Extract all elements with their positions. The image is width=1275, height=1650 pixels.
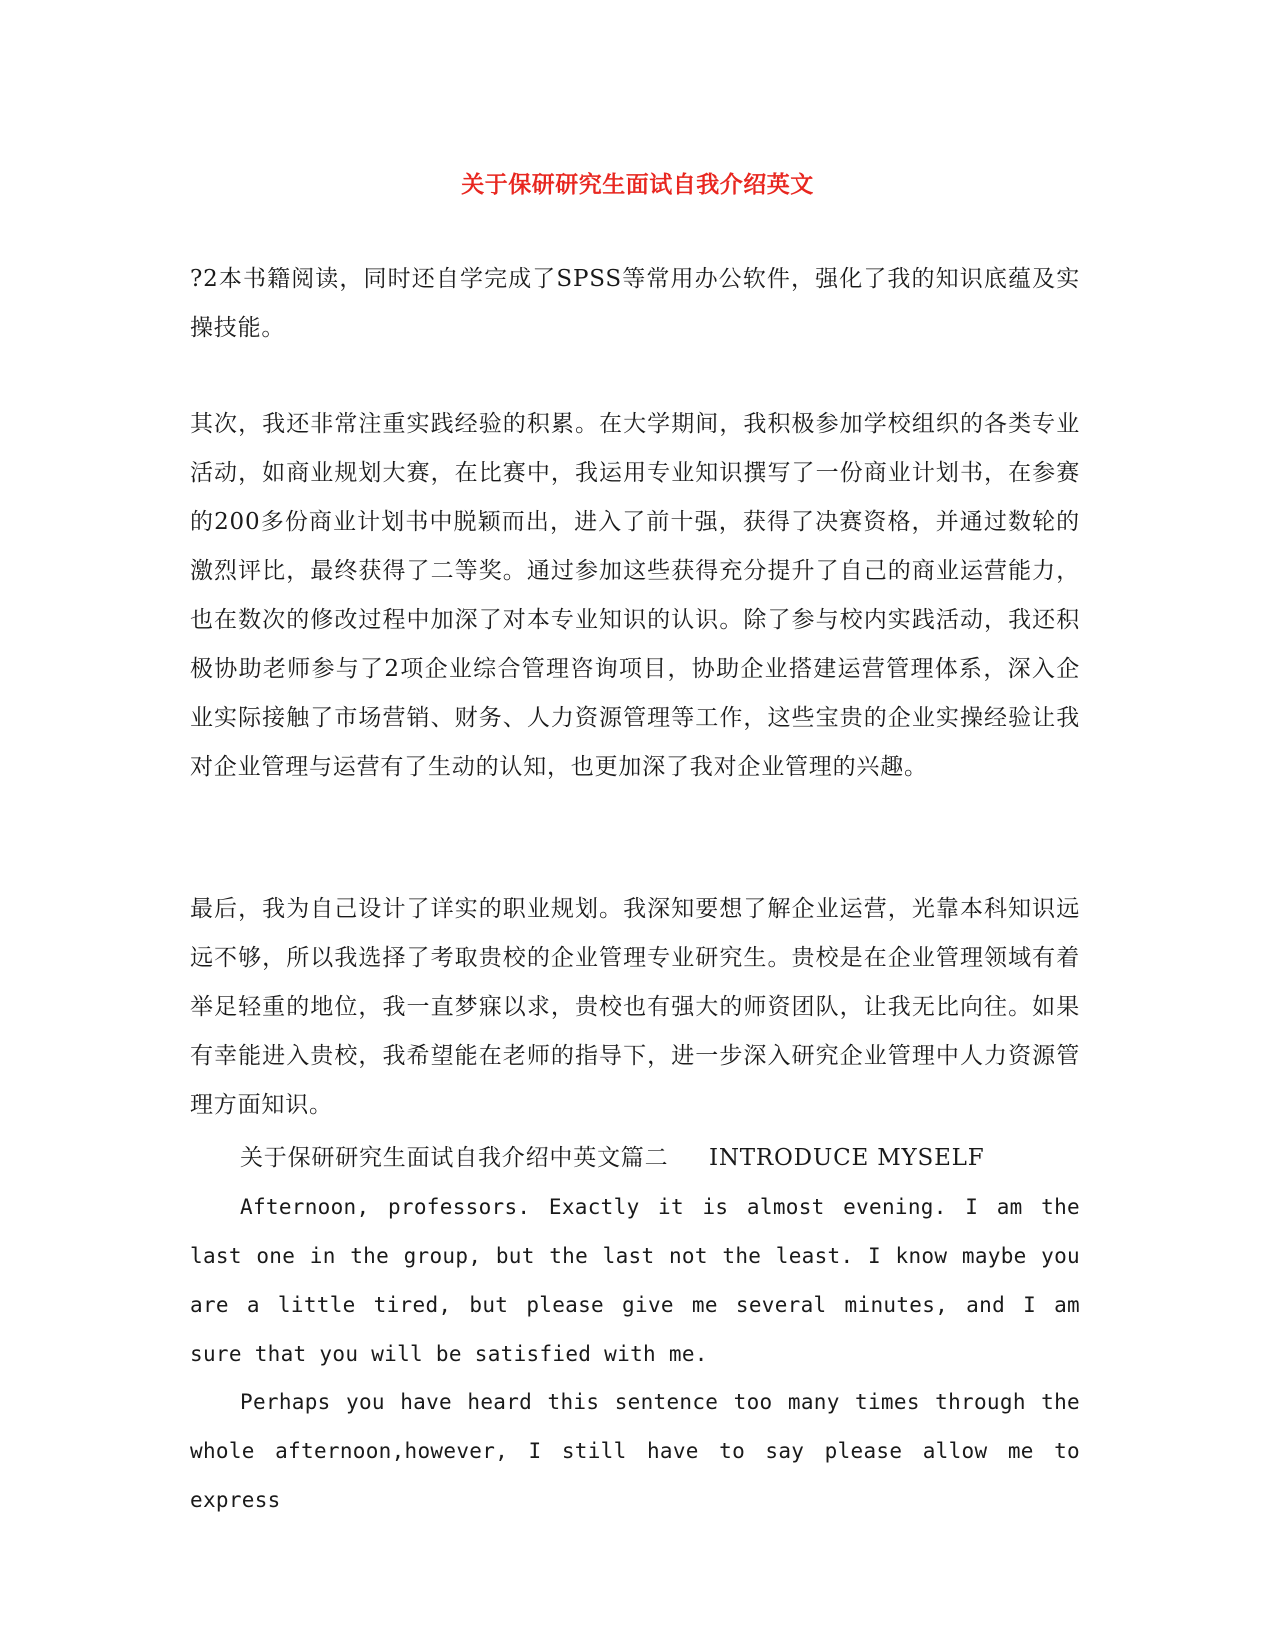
document-title: 关于保研研究生面试自我介绍英文 xyxy=(461,172,814,198)
paragraph-practice: 其次，我还非常注重实践经验的积累。在大学期间，我积极参加学校组织的各类专业活动，如商业规划大赛，在比赛中，我运用专业知识撰写了一份商业计划书，在参赛的200多份商业计划书中脱颖而出，进入了前十强，获得了决赛资格，并通过数轮的激烈评比，最终获得了二等奖。通过参加这些获得充分提升了自己的商业运营能力，也在数次的修改过程中加深了对本专业知识的认识。除了参与校内实践活动，我还积极协助老师参与了2项企业综合管理咨询项目，协助企业搭建运营管理体系，深入企业实际接触了市场营销、财务、人力资源管理等工作，这些宝贵的企业实操经验让我对企业管理与运营有了生动的认知，也更加深了我对企业管理的兴趣。 xyxy=(190,411,1080,780)
english-paragraph-express: Perhaps you have heard this sentence too many times through the whole afternoon,however, I still have to say please allow me to express xyxy=(190,1390,1080,1512)
paragraph-reading: ?2本书籍阅读，同时还自学完成了SPSS等常用办公软件，强化了我的知识底蕴及实操技能。 xyxy=(190,266,1080,341)
english-paragraph-greeting: Afternoon, professors. Exactly it is almost evening. I am the last one in the group, but the last not the least. I know maybe you are a little tired, but please give me several minutes, and I am sure that you will be satisfied with me. xyxy=(190,1195,1080,1366)
section-heading-part-two: 关于保研研究生面试自我介绍中英文篇二 INTRODUCE MYSELF xyxy=(240,1145,985,1171)
paragraph-career-plan: 最后，我为自己设计了详实的职业规划。我深知要想了解企业运营，光靠本科知识远远不够，所以我选择了考取贵校的企业管理专业研究生。贵校是在企业管理领域有着举足轻重的地位，我一直梦寐以求，贵校也有强大的师资团队，让我无比向往。如果有幸能进入贵校，我希望能在老师的指导下，进一步深入研究企业管理中人力资源管理方面知识。 xyxy=(190,896,1080,1118)
